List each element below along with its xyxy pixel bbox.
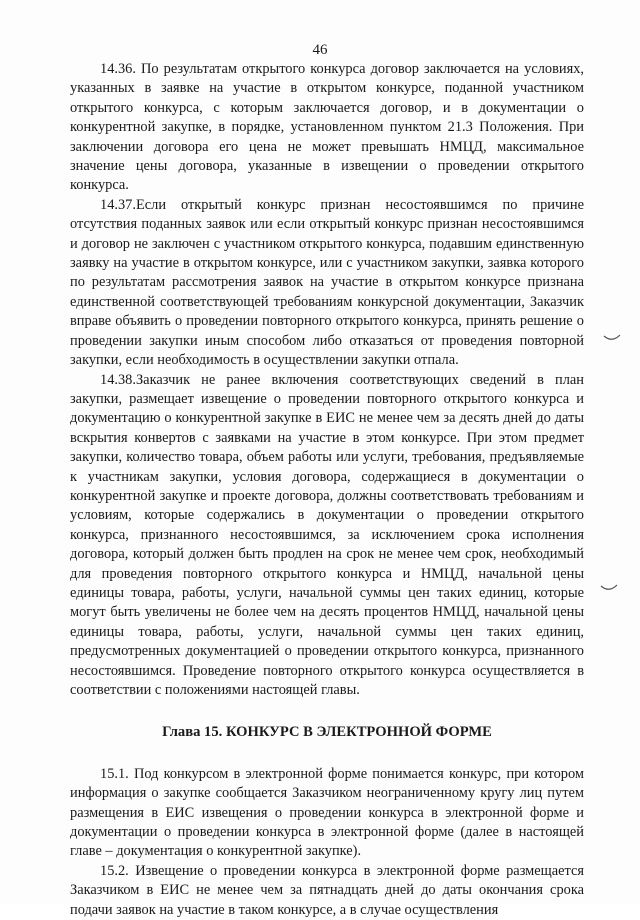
page-number: 46 [312,42,328,58]
margin-stroke-mark [600,583,618,593]
paragraph-14-37: 14.37.Если открытый конкурс признан несостоявшимся по причине отсутствия поданных заявок или если открытый конкурс признан несостоявшимся и договор не заключен с участником открытого конкурса, подавшим единственную заявку на участие в открытом конкурсе, или с участником закупки, заявка которого по результатам рассмотрения заявок на участие в открытом конкурсе признана единственной соответствующей требованиям конкурсной документации, Заказчик вправе объявить о проведении повторного открытого конкурса, принять решение о проведении закупки иным способом либо отказаться от проведения повторной закупки, если необходимость в осуществлении закупки отпала. [70,196,584,369]
paragraph-14-38: 14.38.Заказчик не ранее включения соответствующих сведений в план закупки, размещает извещение о проведении повторного открытого конкурса и документацию о конкурентной закупке в ЕИС не менее чем за десять дней до даты вскрытия конвертов с заявками на участие в этом конкурсе. При этом предмет закупки, количество товара, объем работы или услуги, требования, предъявляемые к участникам закупки, условия договора, содержащиеся в документации о конкурентной закупке и проекте договора, должны соответствовать требованиям и условиям, которые содержались в документации о проведении открытого конкурса, признанного несостоявшимся, за исключением срока исполнения договора, который должен быть продлен на срок не менее чем срок, необходимый для проведения повторного открытого конкурса и НМЦД, начальной цены единицы товара, работы, услуги, начальной суммы цен таких единиц, которые могут быть увеличены не более чем на десять процентов НМЦД, начальной цены единицы товара, работы, услуги, начальной суммы цен таких единиц, предусмотренных документацией о проведении открытого конкурса, признанного несостоявшимся. Проведение повторного открытого конкурса осуществляется в соответствии с положениями настоящей главы. [70,371,584,698]
paragraph-15-1: 15.1. Под конкурсом в электронной форме понимается конкурс, при котором информация о закупке сообщается Заказчиком неограниченному кругу лиц путем размещения в ЕИС извещения о проведении конкурса в электронной форме и документации о проведении конкурса в электронной форме (далее в настоящей главе – документация о конкурентной закупке). [70,765,584,860]
paragraph-15-2: 15.2. Извещение о проведении конкурса в электронной форме размещается Заказчиком в ЕИС не менее чем за пятнадцать дней до даты окончания срока подачи заявок на участие в таком конкурсе, а в случае осуществления [70,862,584,918]
chapter-heading: Глава 15. КОНКУРС В ЭЛЕКТРОННОЙ ФОРМЕ [162,724,492,741]
margin-stroke-mark [603,333,621,343]
paragraph-14-36: 14.36. По результатам открытого конкурса договор заключается на условиях, указанных в заявке на участие в открытом конкурсе, поданной участником открытого конкурса, с которым заключается договор, и в документации о конкурентной закупке, в порядке, установленном пунктом 21.3 Положения. При заключении договора его цена не может превышать НМЦД, максимальное значение цены договора, указанные в извещении о проведении открытого конкурса. [70,61,584,194]
document-body [70,60,584,920]
